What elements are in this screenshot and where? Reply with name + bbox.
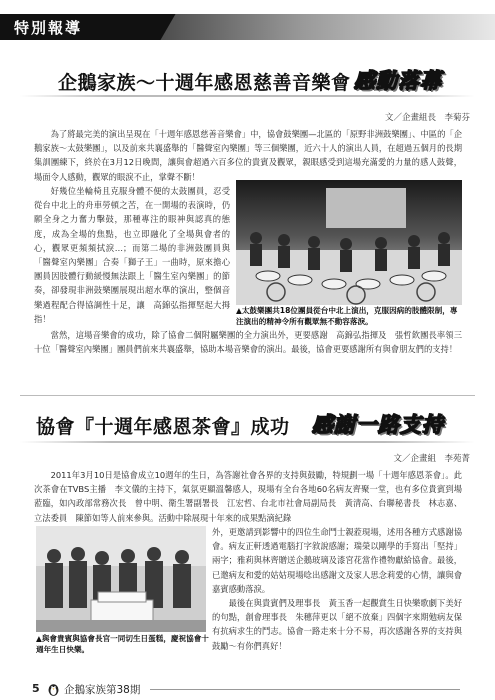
article2-intro (34, 468, 462, 525)
article-divider (20, 395, 475, 396)
banner-gradient (145, 14, 495, 40)
article2-column-text-2: 最後在與貴賓們及理事長 黃玉香一起觀賞生日快樂歌劇下美好的句點，創會理事長 朱穗萍更以「絕不放棄」四個字來期勉病友保有抗病求生的鬥志。協會一路走來十分不易，再次感謝各界的支持與鼓勵～有你們真好！ (212, 598, 462, 651)
penguin-logo-icon (47, 683, 60, 696)
article2-title-area (0, 408, 495, 442)
article1-title-area (0, 64, 495, 98)
page-number: 5 (32, 682, 40, 695)
article1-byline: 文／企畫組長 李菊芬 (384, 113, 470, 123)
cake-cutting-photo (36, 526, 206, 632)
article1-closing-text: 當然，這場音樂會的成功，除了協會二個附屬樂團的全力演出外，更要感謝 高錦弘指揮及 張哲欽團長率領三十位「醫聲室內樂團」團員們前來共襄盛舉，協助本場音樂會的演出。最後，協會更要感謝所有與會朋友們的支持！ (34, 330, 462, 355)
page-footer (0, 678, 495, 700)
article2-intro-text: 2011年3月10日是協會成立10週年的生日，為答謝社會各界的支持與鼓勵，特規劃一場「十週年感恩茶會」。此次茶會在TVBS主播 李文儀的主持下，氣氛更顯溫馨感人，現場有全台各地60名病友齊聚一堂，也有多位貴賓到場蒞臨，如內政部常務次長 曾中明、衛生署副署長 江宏哲、台北市社會局副局長 黃清高、台聯秘書長 林志嘉、立法委員 陳節如等人前來參與。活動中除展現十年來的成果點滴紀錄 (34, 470, 462, 523)
article1-title-accent: 感動落幕 (354, 69, 442, 93)
article1-closing (34, 328, 462, 356)
article1-column-text: 好幾位坐輪椅且克服身體不便的太鼓團員，忍受從台中北上的舟車勞頓之苦，在一開場的表演時，仍願全身之力奮力擊鼓，那種專注的眼神與認真的態度，成為全場的焦點，也立即融化了全場與會者的心，觀眾更頻頻拭淚…；而第二場的非洲鼓團員與「醫聲室內樂團」合奏「獅子王」一曲時，原來擔心團員因肢體行動緩慢無法跟上「醫生室內樂團」的節奏，卻發現非洲鼓樂團展現出超水準的演出，整個音樂過程配合得協調性十足，讓 高錦弘指揮堅起大拇指！ (34, 186, 230, 324)
article2-byline: 文／企畫組 李苑菁 (393, 454, 470, 464)
article2-photo (36, 526, 206, 632)
section-label: 特別報導 (14, 19, 83, 37)
article1-title-rule (20, 95, 475, 97)
article1-title: 企鵝家族～十週年感恩慈善音樂會 (58, 72, 351, 94)
article2-photo-caption: ▲與會貴賓與協會長官一同切生日蛋糕，慶祝協會十週年生日快樂。 (36, 634, 209, 654)
article2-column (212, 525, 462, 653)
article2-title-rule (20, 441, 475, 443)
article2-title: 協會『十週年感恩茶會』成功 (36, 416, 290, 438)
article2-title-accent: 感謝一路支持 (312, 413, 444, 437)
article2-column-text: 外，更邀請到影響中的四位生命鬥士親蒞現場，述用各種方式感謝協會。病友正軒透過電腦打字敘說感謝；瑞榮以剛學的手寫出「堅持」兩字；雅莉與林齊贈送企鵝玻璃及漆宮花當作禮物獻給協會。最後，已邀病友和愛的姑姑現場唸出感謝文及家人思念莉愛的心情，讓與會嘉賓感動落淚。 (212, 527, 462, 594)
article1-intro-text: 為了將最完美的演出呈現在「十週年感恩慈善音樂會」中，協會鼓樂團—北區的「原野非洲鼓樂團」、中區的「企鵝家族～太鼓樂團」，以及前來共襄盛舉的「醫聲室內樂團」等三個樂團，近六十人的演出人員，在超過五個月的長期集訓團練下，終於在3月12日晚間，讓與會超過六百多位的貴賓及觀眾，親眼感受到這場充滿愛的力量的感人鼓聲，場面令人感動，觀眾的眼淚不止，掌聲不斷！ (34, 129, 462, 182)
article1-photo-caption: ▲太鼓樂團共18位團員從台中北上演出，克服因病的肢體限制，專注演出的精神令所有觀眾無不動容落淚。 (236, 306, 458, 326)
section-banner (0, 0, 495, 44)
publication-name: 企鵝家族第38期 (64, 684, 141, 696)
article1-photo (236, 180, 462, 305)
article1-intro (34, 127, 462, 184)
drum-performance-photo (236, 180, 462, 305)
footer-rule (150, 689, 460, 690)
article1-column (34, 184, 230, 326)
